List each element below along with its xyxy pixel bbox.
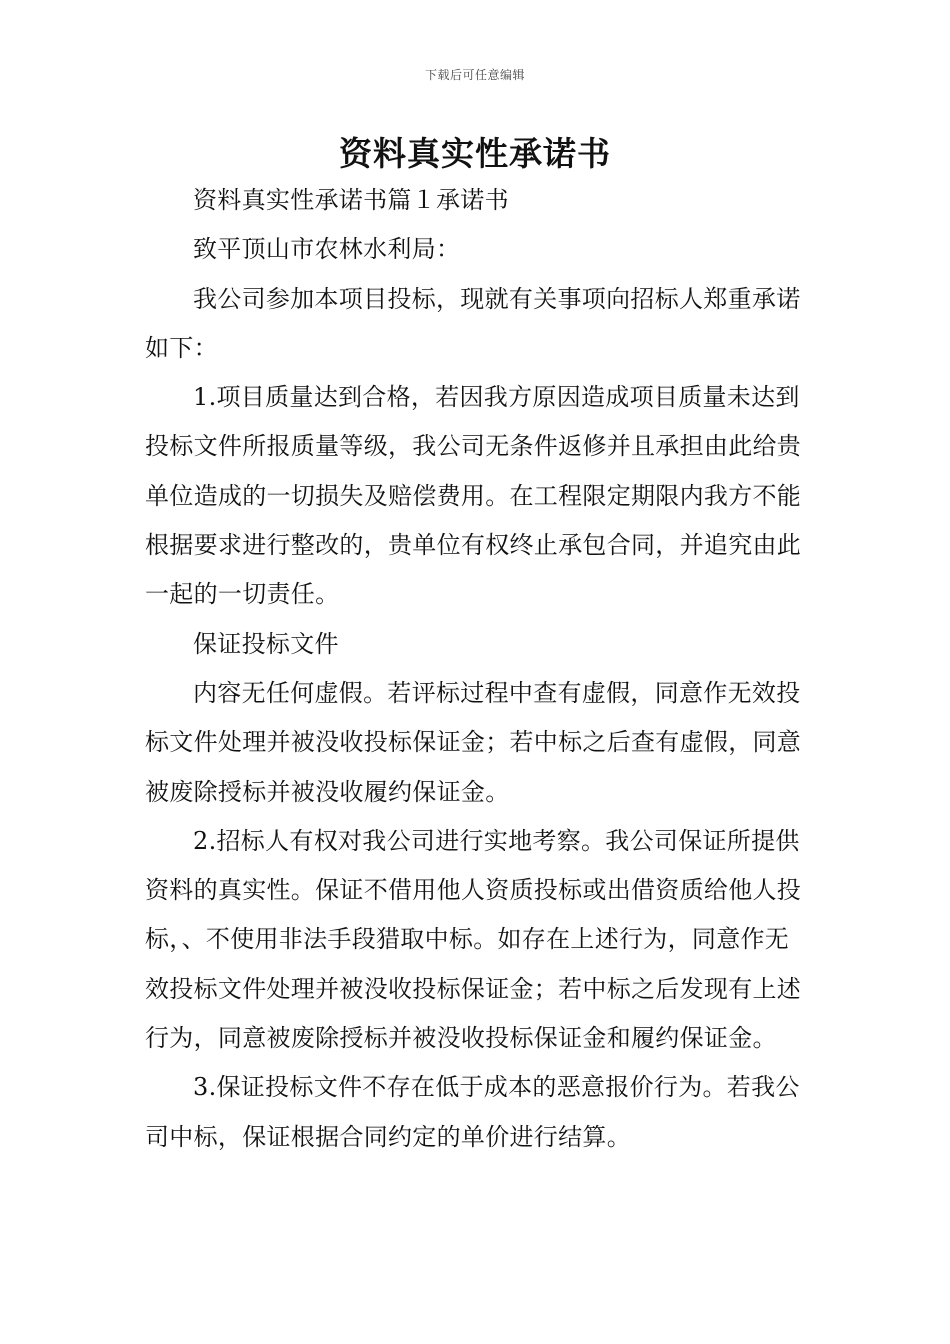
header-note: 下载后可任意编辑 [424, 68, 525, 82]
paragraph-guarantee-heading: 保证投标文件 [193, 629, 339, 658]
document-body [145, 176, 810, 1162]
document-title: 资料真实性承诺书 [339, 134, 611, 173]
paragraph-item-2: 2.招标人有权对我公司进行实地考察。我公司保证所提供资料的真实性。保证不借用他人资质投标或出借资质给他人投标，、不使用非法手段猎取中标。如存在上述行为，同意作无效投标文件处理并被没收投标保证金；若中标之后发现有上述行为，同意被废除授标并被没收投标保证金和履约保证金。 [145, 826, 802, 1053]
paragraph-item-3: 3.保证投标文件不存在低于成本的恶意报价行为。若我公司中标，保证根据合同约定的单价进行结算。 [145, 1073, 800, 1151]
paragraph-subtitle: 资料真实性承诺书篇１承诺书 [193, 186, 509, 214]
paragraph-intro: 我公司参加本项目投标，现就有关事项向招标人郑重承诺如下： [145, 284, 801, 362]
paragraph-addressee: 致平顶山市农林水利局： [193, 235, 461, 264]
paragraph-item-1: 1.项目质量达到合格，若因我方原因造成项目质量未达到投标文件所报质量等级，我公司无条件返修并且承担由此给贵单位造成的一切损失及赔偿费用。在工程限定期限内我方不能根据要求进行整改的，贵单位有权终止承包合同，并追究由此一起的一切责任。 [145, 383, 802, 609]
paragraph-guarantee-content: 内容无任何虚假。若评标过程中查有虚假，同意作无效投标文件处理并被没收投标保证金；若中标之后查有虚假，同意被废除授标并被没收履约保证金。 [145, 678, 802, 806]
